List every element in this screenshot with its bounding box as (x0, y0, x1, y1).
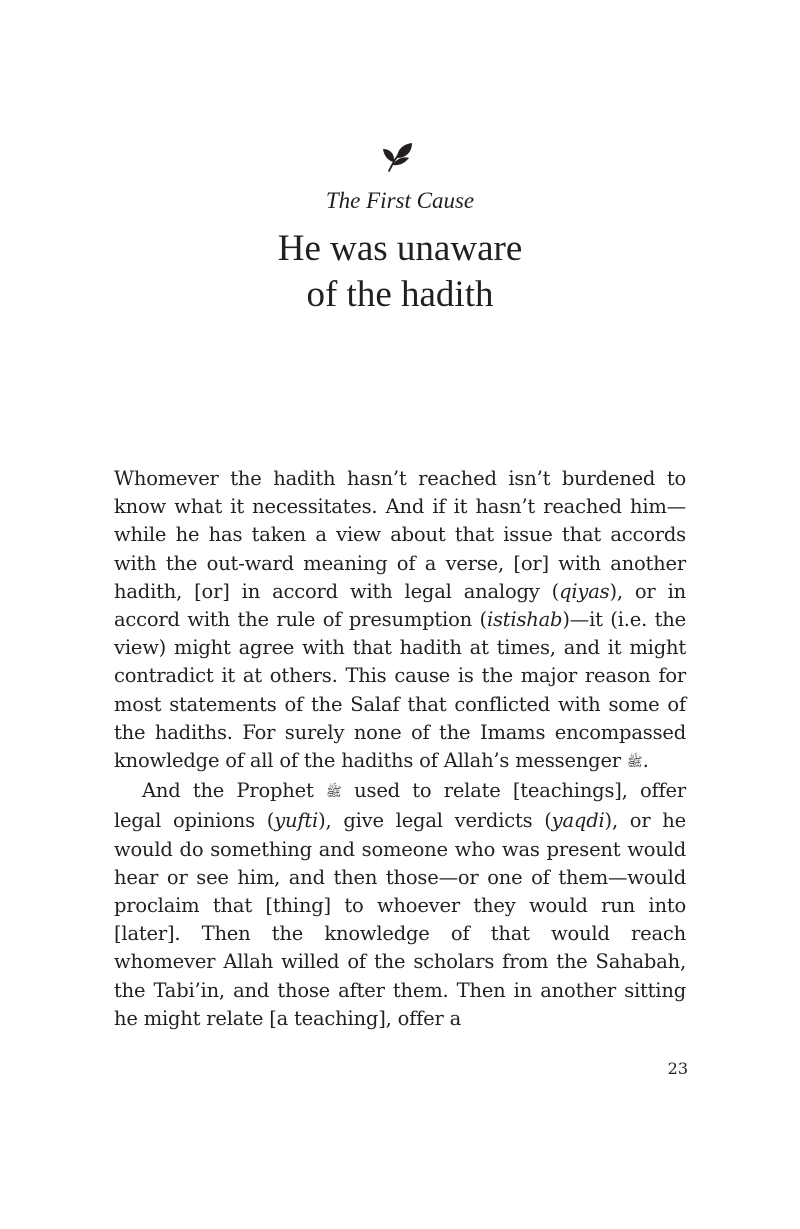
body-paragraph (114, 777, 686, 1033)
chapter-title-line: He was unaware (277, 228, 523, 269)
chapter-title-line: of the hadith (306, 274, 494, 315)
chapter-title (0, 226, 800, 318)
italic-term: yufti (274, 809, 319, 833)
text-run: ), give legal verdicts ( (318, 809, 552, 833)
body-paragraph (114, 465, 686, 777)
text-run: Whomever the hadith hasn’t reached isn’t burdened to know what it necessitates. And if it hasn’t reached him—while he has taken a view about that issue that accords with the out-ward meaning of a verse, [or] with another hadith, [or] in accord with legal analogy ( (114, 467, 686, 603)
text-run: ), or in accord with the rule of presumption ( (114, 579, 686, 632)
text-run: ), or he would do something and someone who was present would hear or see him, and then those—or one of them—would proclaim that [thing] to whoever they would run into [later]. Then the knowledge of that would reach whomever Allah willed of the scholars from the Sahabah, the Tabi’in, and those after them. Then in another sitting he might relate [a teaching], offer a (114, 809, 687, 1030)
chapter-subtitle: The First Cause (325, 188, 475, 213)
text-run: )—it (i.e. the view) might agree with that hadith at times, and it might contradict it at others. This cause is the major reason for most statements of the Salaf that conflicted with some of the hadiths. For surely none of the Imams encompassed knowledge of all of the hadiths of Allah’s messenger (114, 608, 686, 773)
italic-term: yaqdi (551, 809, 605, 833)
text-run: . (642, 749, 649, 773)
page-number: 23 (667, 1059, 688, 1078)
body-text (114, 465, 686, 1033)
text-run: used to relate [teachings], offer legal opinions ( (114, 779, 686, 833)
italic-term: istishab (486, 608, 563, 632)
italic-term: qiyas (559, 579, 610, 603)
leaf-sprig-icon (381, 141, 415, 173)
honorific-glyph: ﷺ (325, 785, 342, 801)
text-run: And the Prophet (142, 779, 326, 803)
honorific-glyph: ﷺ (626, 755, 643, 771)
